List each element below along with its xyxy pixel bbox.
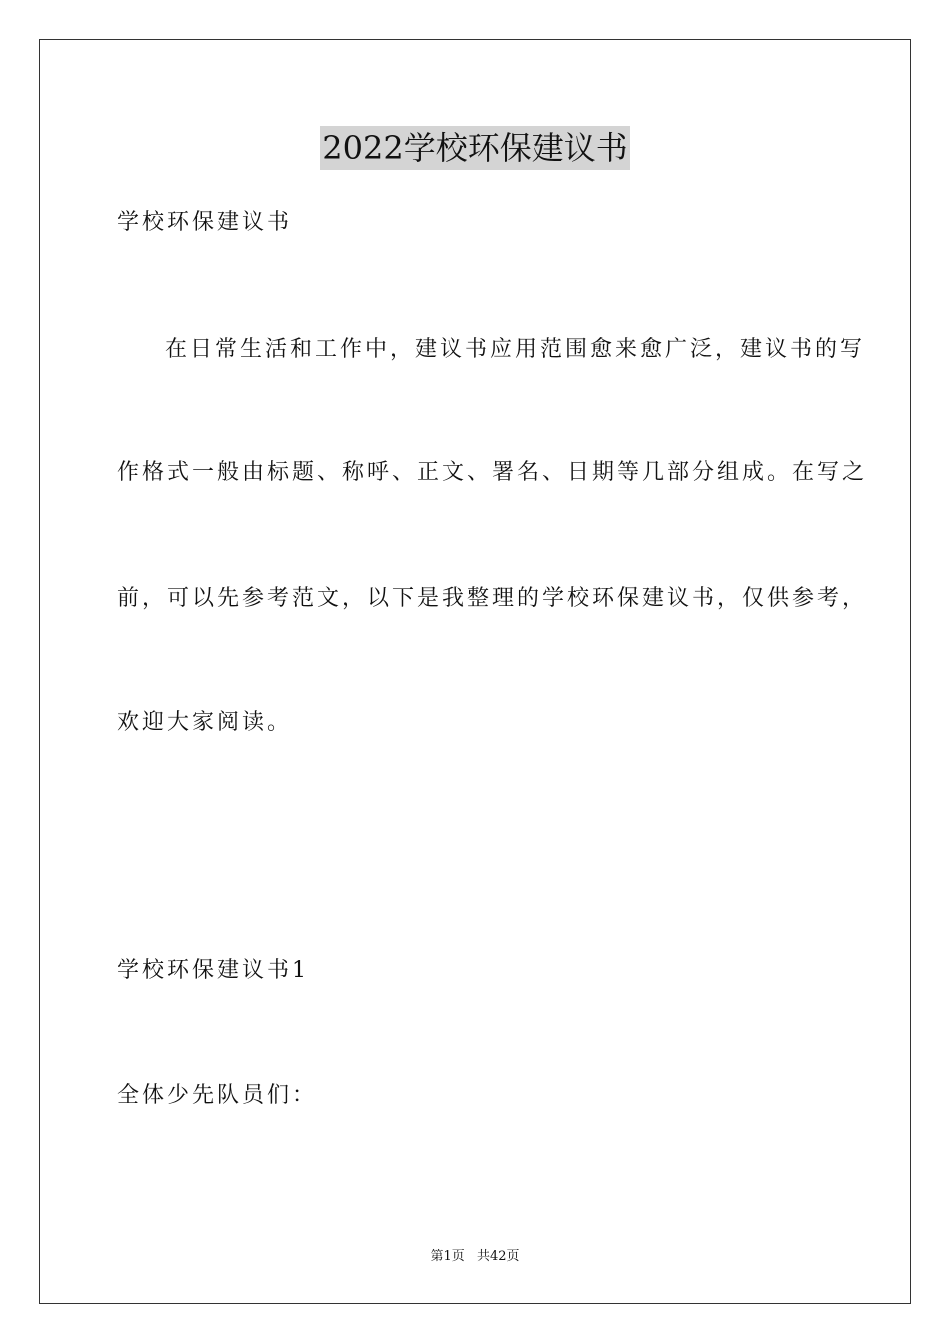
salutation: 全体少先队员们： bbox=[117, 1083, 318, 1108]
intro-line-1: 在日常生活和工作中，建议书应用范围愈来愈广泛，建议书的写 bbox=[165, 337, 866, 362]
total-pages: 共42页 bbox=[476, 1249, 520, 1264]
page-number: 第1页 bbox=[430, 1249, 465, 1264]
intro-line-4: 欢迎大家阅读。 bbox=[117, 710, 293, 735]
document-subtitle: 学校环保建议书 bbox=[117, 210, 293, 235]
intro-line-3: 前，可以先参考范文，以下是我整理的学校环保建议书，仅供参考， bbox=[117, 586, 868, 611]
section-heading: 学校环保建议书1 bbox=[117, 958, 309, 983]
page-footer bbox=[0, 1248, 950, 1266]
document-title: 2022学校环保建议书 bbox=[320, 126, 629, 170]
title-container bbox=[0, 126, 950, 170]
intro-line-2: 作格式一般由标题、称呼、正文、署名、日期等几部分组成。在写之 bbox=[117, 460, 868, 485]
